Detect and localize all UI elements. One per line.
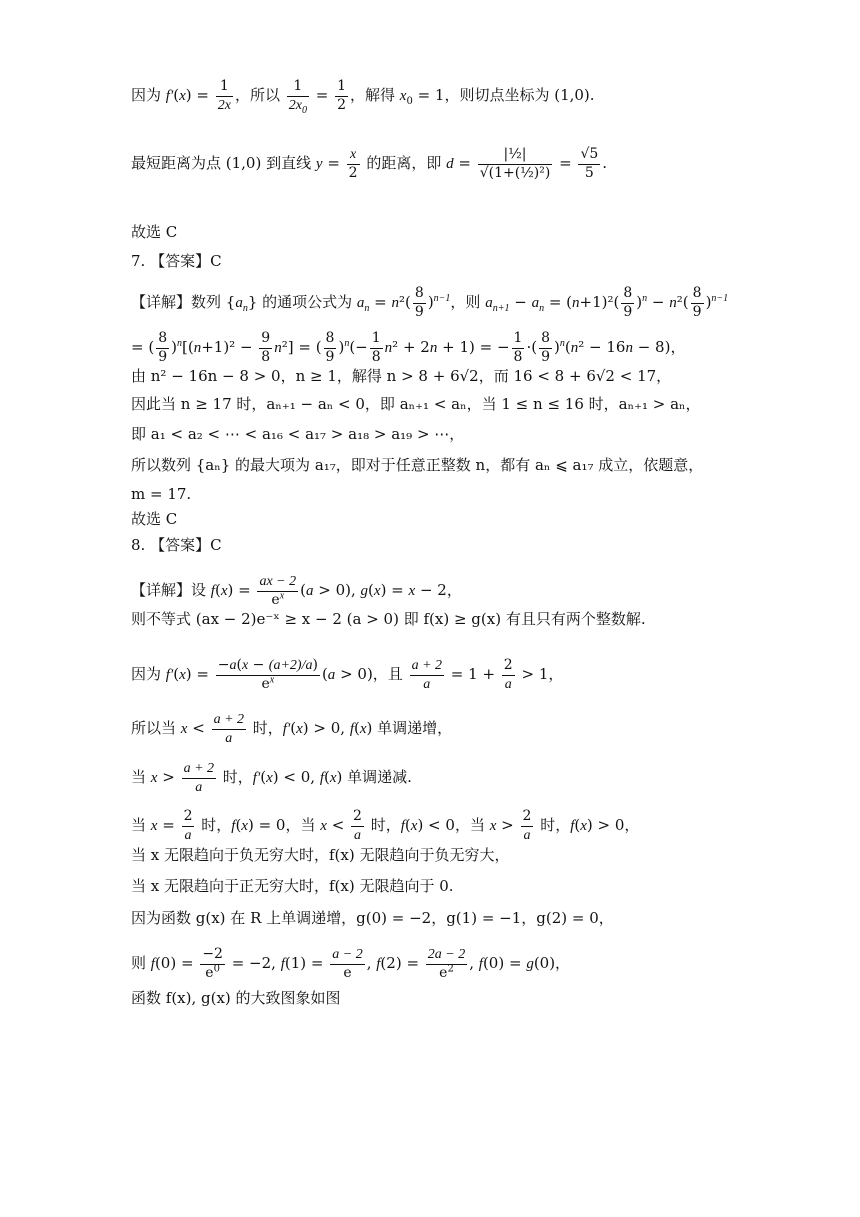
solution-line: 因为函数 g(x) 在 R 上单调递增，g(0) = −2，g(1) = −1，g(2) = 0，: [131, 909, 614, 927]
solution-line: 则不等式 (ax − 2)e⁻ˣ ≥ x − 2 (a > 0) 即 f(x) ≥ g(x) 有且只有两个整数解.: [131, 610, 646, 628]
solution-line: 【详解】设 f(x) = $\frac{ax - 2}{e^x}$ (a > 0), g(x) = x − 2，: [131, 574, 462, 608]
solution-line: = ( $\frac{8}{9}$ )$^n$[(n+1)² − $\frac{9}{8}$ n²] = ( $\frac{8}{9}$ )$^n$(− $\frac{1}{8}$ n² + 2n + 1) = − $\frac{1}{8}$ ·( $\frac{8}{9}$ )$^n$(n² − 16n − 8)，: [131, 330, 686, 365]
solution-line: 所以数列 {aₙ} 的最大项为 a₁₇，即对于任意正整数 n，都有 aₙ ⩽ a₁₇ 成立，依题意，: [131, 456, 704, 474]
solution-line: 由 n² − 16n − 8 > 0，n ≥ 1，解得 n > 8 + 6√2，而 16 < 8 + 6√2 < 17，: [131, 367, 672, 385]
solution-line: 当 x > $\frac{a + 2}{a}$ 时，f′(x) < 0, f(x) 单调递减.: [131, 761, 412, 795]
solution-line: 因此当 n ≥ 17 时，aₙ₊₁ − aₙ < 0，即 aₙ₊₁ < aₙ，当 1 ≤ n ≤ 16 时，aₙ₊₁ > aₙ，: [131, 395, 701, 413]
solution-line: 则 f(0) = $\frac{-2}{e^0}$ = −2, f(1) = $\frac{a - 2}{e}$ , f(2) = $\frac{2a - 2}{e^2}$ , f(0) = g(0)，: [131, 946, 571, 981]
solution-line: 即 a₁ < a₂ < ⋯ < a₁₆ < a₁₇ > a₁₈ > a₁₉ > ⋯，: [131, 425, 465, 443]
solution-line: 因为 f′(x) = $\frac{1}{2x}$ ，所以 $\frac{1}{2x_0}$ = $\frac{1}{2}$ ，解得 $x_0 = 1$，则切点坐标为 (1,0).: [131, 78, 595, 116]
solution-line: 当 x 无限趋向于负无穷大时，f(x) 无限趋向于负无穷大，: [131, 846, 510, 864]
solution-line: 函数 f(x), g(x) 的大致图象如图: [131, 989, 341, 1007]
solution-line: 当 x 无限趋向于正无穷大时，f(x) 无限趋向于 0.: [131, 877, 454, 895]
solution-line: 最短距离为点 (1,0) 到直线 y = $\frac{x}{2}$ 的距离，即 d = $\frac{\text{|½|}}{\text{√(1+(½)²)}}$ = $\frac{√5}{5}$ .: [131, 146, 608, 181]
solution-line: 当 x = $\frac{2}{a}$ 时，f(x) = 0，当 x < $\frac{2}{a}$ 时，f(x) < 0，当 x > $\frac{2}{a}$ 时，f(x) > 0，: [131, 808, 640, 843]
solution-line: 因为 f′(x) = $\frac{-a(x - (a+2)/a)}{e^x}$ (a > 0)，且 $\frac{a + 2}{a}$ = 1 + $\frac{2}{a}$ > 1，: [131, 657, 564, 692]
solution-line: m = 17.: [131, 485, 192, 503]
solution-line: 故选 C: [131, 510, 178, 528]
solution-line: 【详解】数列 $\{a_n\}$ 的通项公式为 $a_n = n^2$( $\frac{8}{9}$ )$^{n-1}$，则 $a_{n+1} - a_n = (n+1)^2$( $\frac{8}{9}$ )$^n$ − n²( $\frac{8}{9}$ )$^{n-1}$: [131, 285, 729, 320]
answer-heading: 7. 【答案】C: [131, 252, 222, 270]
solution-line: 故选 C: [131, 223, 178, 241]
answer-heading: 8. 【答案】C: [131, 536, 222, 554]
solution-line: 所以当 x < $\frac{a + 2}{a}$ 时，f′(x) > 0, f(x) 单调递增，: [131, 712, 453, 746]
